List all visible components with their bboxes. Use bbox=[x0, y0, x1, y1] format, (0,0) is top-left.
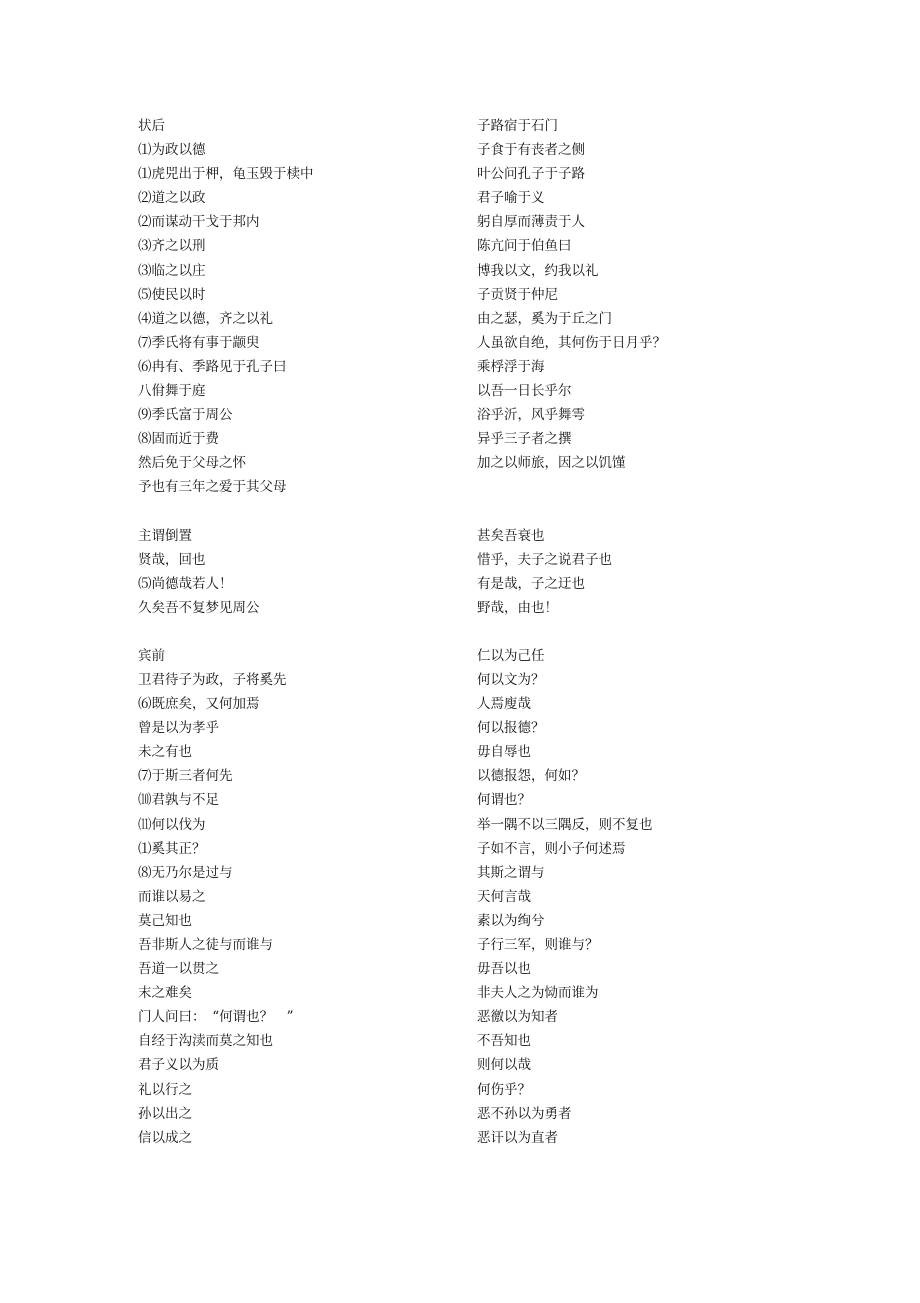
left-section-2 bbox=[138, 524, 468, 620]
text-line: 恶讦以为直者 bbox=[477, 1129, 558, 1146]
text-line: 加之以师旅，因之以饥馑 bbox=[477, 455, 626, 472]
right-section-3 bbox=[477, 644, 807, 1150]
text-line: 子行三军，则谁与？ bbox=[477, 937, 599, 953]
text-line: ⑺于斯三者何先 bbox=[138, 768, 233, 785]
text-line: ⑾何以伐为 bbox=[138, 816, 206, 833]
text-line: 恶徼以为知者 bbox=[477, 1009, 558, 1026]
text-line: 曾是以为孝乎 bbox=[138, 720, 219, 737]
text-line: 毋自辱也 bbox=[477, 744, 531, 761]
text-line: 陈亢问于伯鱼曰 bbox=[477, 238, 572, 255]
right-section-2 bbox=[477, 524, 807, 620]
text-line: 孙以出之 bbox=[138, 1105, 192, 1122]
text-line: ⑻固而近于费 bbox=[138, 431, 219, 448]
text-line: 野哉，由也！ bbox=[477, 599, 558, 616]
text-line: ⑶齐之以刑 bbox=[138, 238, 206, 255]
section-heading: 子路宿于石门 bbox=[477, 118, 558, 134]
text-line bbox=[477, 475, 807, 499]
text-line: 吾道一以贯之 bbox=[138, 961, 219, 978]
text-line: 以吾一日长乎尔 bbox=[477, 383, 572, 400]
text-line: ⑴为政以德 bbox=[138, 142, 206, 159]
text-line: 何谓也？ bbox=[477, 792, 531, 809]
text-line: 恶不孙以为勇者 bbox=[477, 1105, 572, 1122]
right-column bbox=[477, 114, 807, 1174]
text-line: 而谁以易之 bbox=[138, 888, 206, 905]
text-line: 乘桴浮于海 bbox=[477, 358, 545, 375]
text-line: 有是哉，子之迂也 bbox=[477, 575, 585, 592]
text-line: 其斯之谓与 bbox=[477, 864, 545, 881]
text-line: 天何言哉 bbox=[477, 888, 531, 905]
text-line: 末之难矣 bbox=[138, 985, 192, 1002]
text-line: ⑺季氏将有事于颛臾 bbox=[138, 334, 260, 351]
section-heading: 仁以为己任 bbox=[477, 647, 545, 664]
text-line: 叶公问孔子于子路 bbox=[477, 166, 585, 183]
text-line: 吾非斯人之徒与而谁与 bbox=[138, 937, 273, 953]
section-heading: 甚矣吾衰也 bbox=[477, 527, 545, 544]
text-line: 何以文为？ bbox=[477, 671, 545, 688]
right-section-1 bbox=[477, 114, 807, 500]
text-line: ⑸尚德哉若人！ bbox=[138, 575, 233, 592]
text-line: 博我以文，约我以礼 bbox=[477, 262, 599, 279]
text-line: 卫君待子为政，子将奚先 bbox=[138, 671, 287, 688]
text-line: 以德报怨，何如？ bbox=[477, 768, 585, 785]
text-line: ⑵而谋动干戈于邦内 bbox=[138, 214, 260, 231]
text-line: 毋吾以也 bbox=[477, 961, 531, 978]
text-line: 人虽欲自绝，其何伤于日月乎？ bbox=[477, 334, 666, 351]
text-line: 门人问曰： “何谓也？ ” bbox=[138, 1009, 294, 1026]
text-line: ⑹既庶矣，又何加焉 bbox=[138, 696, 260, 713]
text-line: ⑸使民以时 bbox=[138, 286, 206, 303]
text-line: 莫己知也 bbox=[138, 912, 192, 929]
text-line: 惜乎，夫子之说君子也 bbox=[477, 551, 612, 568]
text-line: ⑹冉有、季路见于孔子曰 bbox=[138, 358, 287, 375]
text-line: 未之有也 bbox=[138, 744, 192, 761]
text-line: 躬自厚而薄责于人 bbox=[477, 214, 585, 231]
text-line: 久矣吾不复梦见周公 bbox=[138, 599, 260, 616]
section-heading: 状后 bbox=[138, 118, 165, 134]
text-line: 非夫人之为恸而谁为 bbox=[477, 985, 599, 1002]
text-line: 异乎三子者之撰 bbox=[477, 431, 572, 448]
left-column bbox=[138, 114, 468, 1174]
text-line: 君子喻于义 bbox=[477, 190, 545, 207]
text-line: ⑻无乃尔是过与 bbox=[138, 864, 233, 881]
text-line: 素以为绚兮 bbox=[477, 912, 545, 929]
text-line: 人焉廋哉 bbox=[477, 696, 531, 713]
text-line: 浴乎沂，风乎舞雩 bbox=[477, 407, 585, 424]
text-line: 子如不言，则小子何述焉 bbox=[477, 840, 626, 857]
text-line: ⑵道之以政 bbox=[138, 190, 206, 207]
text-line: 贤哉，回也 bbox=[138, 551, 206, 568]
section-heading: 主谓倒置 bbox=[138, 527, 192, 544]
section-heading: 宾前 bbox=[138, 647, 165, 664]
text-line: ⑶临之以庄 bbox=[138, 262, 206, 279]
text-line: ⑴虎兕出于柙，龟玉毁于椟中 bbox=[138, 166, 314, 183]
text-line: 何以报德？ bbox=[477, 720, 545, 737]
text-line: 八佾舞于庭 bbox=[138, 383, 206, 400]
text-line: 信以成之 bbox=[138, 1129, 192, 1146]
text-line: 举一隅不以三隅反，则不复也 bbox=[477, 816, 653, 833]
text-line: ⑽君孰与不足 bbox=[138, 792, 219, 809]
text-line: 由之瑟，奚为于丘之门 bbox=[477, 310, 612, 327]
text-line: ⑷道之以德，齐之以礼 bbox=[138, 310, 273, 327]
text-line: 子贡贤于仲尼 bbox=[477, 286, 558, 303]
text-line: 予也有三年之爱于其父母 bbox=[138, 479, 287, 496]
text-line: 子食于有丧者之侧 bbox=[477, 142, 585, 159]
text-line: 自经于沟渎而莫之知也 bbox=[138, 1033, 273, 1050]
text-line: 则何以哉 bbox=[477, 1057, 531, 1074]
left-section-3 bbox=[138, 644, 468, 1150]
text-line: 礼以行之 bbox=[138, 1081, 192, 1098]
text-line: ⑼季氏富于周公 bbox=[138, 407, 233, 424]
left-section-1 bbox=[138, 114, 468, 500]
text-line: 何伤乎？ bbox=[477, 1081, 531, 1098]
text-line: 君子义以为质 bbox=[138, 1057, 219, 1074]
text-line: 不吾知也 bbox=[477, 1033, 531, 1050]
text-line: ⑴奚其正？ bbox=[138, 840, 206, 857]
text-line: 然后免于父母之怀 bbox=[138, 455, 246, 472]
